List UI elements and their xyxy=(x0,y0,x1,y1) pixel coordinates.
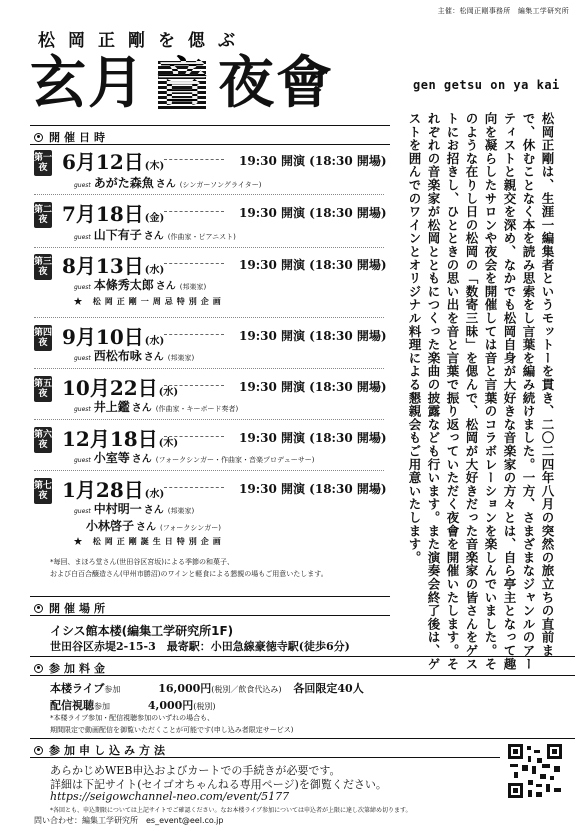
divider xyxy=(30,125,390,126)
guest-row: guest 井上鑑 さん (作曲家・キーボード奏者) xyxy=(74,400,239,414)
night-time: 19:30 開演 (18:30 開場) xyxy=(239,154,387,168)
fee-row-live: 本楼ライブ参加 16,000円(税別／飲食代込み) 各回限定40人 xyxy=(50,682,364,695)
dotted-leader xyxy=(164,385,224,386)
dotted-leader xyxy=(164,487,224,488)
night-2 xyxy=(34,202,387,242)
event-title xyxy=(30,50,334,116)
night-time: 19:30 開演 (18:30 開場) xyxy=(239,258,387,272)
night-time: 19:30 開演 (18:30 開場) xyxy=(239,431,387,445)
divider xyxy=(30,757,500,758)
venue-name: イシス館本楼(編集工学研究所1F) xyxy=(50,624,234,638)
night-tag: 第三夜 xyxy=(34,254,52,280)
night-tag: 第四夜 xyxy=(34,325,52,351)
divider xyxy=(30,738,575,739)
night-tag: 第二夜 xyxy=(34,202,52,228)
event-subtitle: 松岡正剛を偲ぶ xyxy=(38,31,248,51)
venue-heading: 開催場所 xyxy=(34,600,109,616)
special-event-note: ★ 松岡正剛一周忌特別企画 xyxy=(74,296,225,306)
night-date: 6月12日(木) xyxy=(62,150,165,174)
night-date: 8月13日(水) xyxy=(62,254,165,278)
divider xyxy=(34,317,384,318)
guest-row: guest 西松布咏 さん (邦楽家) xyxy=(74,349,195,363)
venue-address: 世田谷区赤堤2-15-3 最寄駅：小田急線豪徳寺駅(徒歩6分) xyxy=(50,640,350,653)
divider xyxy=(30,596,390,597)
guest-row: guest あがた森魚 さん (シンガーソングライター) xyxy=(74,176,262,190)
divider xyxy=(34,247,384,248)
night-6 xyxy=(34,427,387,465)
night-tag: 第七夜 xyxy=(34,478,52,504)
night-7 xyxy=(34,478,387,548)
title-on-glyph: 音 xyxy=(155,52,208,113)
apply-line: 詳細は下記サイト(セイゴオちゃんねる専用ページ)を御覧ください。 xyxy=(50,778,387,791)
night-tag: 第六夜 xyxy=(34,427,52,453)
divider xyxy=(30,144,390,145)
divider xyxy=(34,470,384,471)
night-time: 19:30 開演 (18:30 開場) xyxy=(239,380,387,394)
special-event-note: ★ 松岡正剛誕生日特別企画 xyxy=(74,536,225,546)
guest-row: 小林啓子 さん (フォークシンガー) xyxy=(86,519,221,533)
night-4 xyxy=(34,325,387,363)
dotted-leader xyxy=(164,436,224,437)
bullet-icon xyxy=(34,664,43,673)
night-5 xyxy=(34,376,387,414)
guest-row: guest 中村明一 さん (邦楽家) xyxy=(74,502,195,516)
qr-code[interactable] xyxy=(508,744,562,798)
divider xyxy=(30,615,390,616)
dotted-leader xyxy=(164,263,224,264)
bullet-icon xyxy=(34,133,43,142)
guest-row: guest 小室等 さん (フォークシンガー・作曲家・音楽プロデューサー) xyxy=(74,451,315,465)
guest-row: guest 本條秀太郎 さん (邦楽家) xyxy=(74,278,207,292)
night-time: 19:30 開演 (18:30 開場) xyxy=(239,329,387,343)
schedule-note: *毎回、まほろ堂さん(世田谷区宮坂)による季節の和菓子、 xyxy=(50,558,234,566)
night-date: 9月10日(水) xyxy=(62,325,165,349)
night-date: 1月28日(水) xyxy=(62,478,165,502)
guest-row: guest 山下有子 さん (作曲家・ピアニスト) xyxy=(74,228,236,242)
night-date: 12月18日(木) xyxy=(62,427,179,451)
title-left: 玄月 xyxy=(30,50,146,116)
night-time: 19:30 開演 (18:30 開場) xyxy=(239,482,387,496)
dotted-leader xyxy=(164,334,224,335)
title-right: 夜會 xyxy=(218,50,334,116)
bullet-icon xyxy=(34,746,43,755)
night-1 xyxy=(34,150,387,190)
divider xyxy=(34,368,384,369)
organizer-credit: 主催：松岡正剛事務所 編集工学研究所 xyxy=(437,7,569,15)
fees-note: 期間限定で動画配信を御覧いただくことが可能です(申し込み者限定サービス) xyxy=(50,726,294,734)
divider xyxy=(30,675,575,676)
apply-note: *各回とも、申込期限については上記サイトでご確認ください。なお本楼ライブ参加については申込者が上限に達し次第締め切ります。 xyxy=(50,807,412,814)
divider xyxy=(34,419,384,420)
dotted-leader xyxy=(164,159,224,160)
title-on-mark xyxy=(150,53,214,113)
contact-info: 問い合わせ：編集工学研究所 es_event@eel.co.jp xyxy=(34,816,224,825)
fees-note: *本楼ライブ参加・配信視聴参加のいずれの場合も、 xyxy=(50,714,215,722)
night-tag: 第五夜 xyxy=(34,376,52,402)
bullet-icon xyxy=(34,604,43,613)
night-date: 10月22日(水) xyxy=(62,376,179,400)
night-tag: 第一夜 xyxy=(34,150,52,176)
event-statement: 松岡正剛は、生涯一編集者というモットーを貫き、二〇二四年八月の突然の旅立ちの直前まで、休むことなく本を読み思索をし言葉を編み続けました。一方、さまざまなジャンルのアーティストと親交を深め、なかでも松岡自身が大好きな音楽家の方々とは、自ら亭主となって趣向を凝らしたサロンや夜会を開催しては音と言葉のコラボレーションを楽しんでいました。そのような在りし日の松岡の「数寄三昧」を偲んで、松岡が大好きだった音楽家の皆さんをゲストにお招きし、ひとときの思い出を音と言葉で振り返っていただく夜會を開催いたします。それぞれの音楽家が松岡とともにつくった楽曲の披露なども行います。また演奏会終了後は、ゲストを囲んでのワインとオリジナル料理による懇親会もご用意いたします。 xyxy=(407,112,555,671)
fees-heading: 参加料金 xyxy=(34,660,109,676)
divider xyxy=(34,194,384,195)
night-date: 7月18日(金) xyxy=(62,202,165,226)
schedule-note: および白百合醸造さん(甲州市勝沼)のワインと軽食による懇親の場もご用意いたします。 xyxy=(50,570,328,578)
schedule-heading xyxy=(34,129,109,145)
apply-url-link[interactable]: https://seigowchannel-neo.com/event/5177 xyxy=(50,790,290,803)
night-3 xyxy=(34,254,387,312)
night-time: 19:30 開演 (18:30 開場) xyxy=(239,206,387,220)
title-romaji: gen getsu on ya kai xyxy=(413,78,560,92)
apply-line: あらかじめWEB申込およびカートでの手続きが必要です。 xyxy=(50,764,341,777)
fee-row-stream: 配信視聴参加 4,000円(税別) xyxy=(50,699,216,712)
schedule-heading-label: 開催日時 xyxy=(49,131,109,144)
apply-heading: 参加申し込み方法 xyxy=(34,742,169,758)
dotted-leader xyxy=(164,211,224,212)
